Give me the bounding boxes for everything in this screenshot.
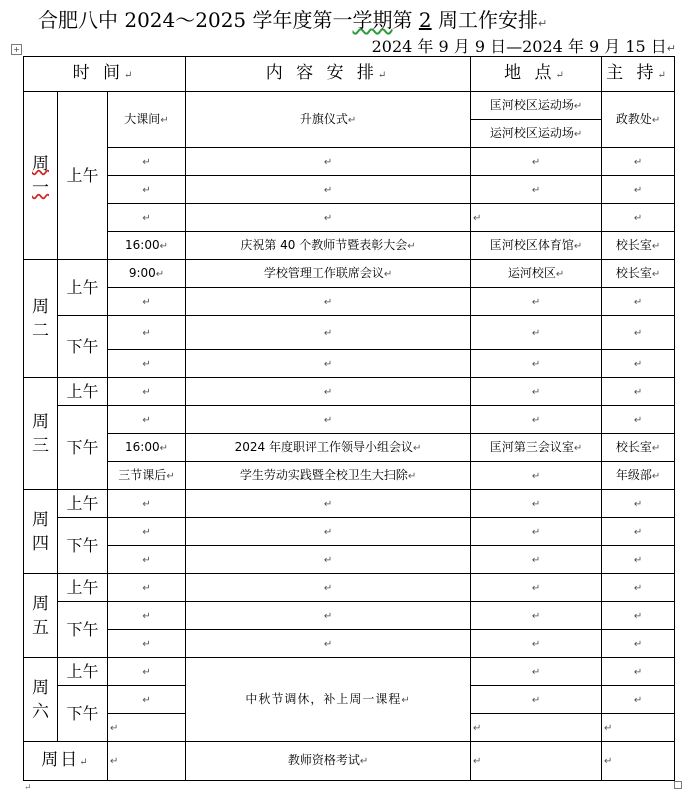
content-cell: ↵ xyxy=(186,204,471,232)
time-cell: ↵ xyxy=(108,602,186,630)
time-cell: ↵ xyxy=(108,686,186,714)
time-cell: ↵ xyxy=(108,574,186,602)
table-row xyxy=(24,406,675,434)
content-cell: 庆祝第 40 个教师节暨表彰大会↵ xyxy=(186,232,471,260)
place-cell: ↵ xyxy=(471,630,602,658)
host-cell: ↵ xyxy=(602,602,675,630)
time-cell: ↵ xyxy=(108,288,186,316)
place-cell: ↵ xyxy=(471,204,602,232)
title-suffix: 周工作安排 xyxy=(431,8,538,32)
place-cell: ↵ xyxy=(471,378,602,406)
time-cell: ↵ xyxy=(108,714,186,742)
time-cell: 9:00↵ xyxy=(108,260,186,288)
time-cell: ↵ xyxy=(108,742,186,781)
content-cell: 2024 年度职评工作领导小组会议↵ xyxy=(186,434,471,462)
content-cell: ↵ xyxy=(186,406,471,434)
time-cell: ↵ xyxy=(108,148,186,176)
place-cell: ↵ xyxy=(471,350,602,378)
place-cell: 匡河校区体育馆↵ xyxy=(471,232,602,260)
host-cell: ↵ xyxy=(602,350,675,378)
host-cell: ↵ xyxy=(602,406,675,434)
time-cell: ↵ xyxy=(108,490,186,518)
place-cell: ↵ xyxy=(471,742,602,781)
place-cell: ↵ xyxy=(471,658,602,686)
place-cell: 匡河校区运动场↵ xyxy=(471,92,602,120)
host-cell: ↵ xyxy=(602,658,675,686)
host-cell: ↵ xyxy=(602,574,675,602)
host-cell: ↵ xyxy=(602,490,675,518)
content-cell: ↵ xyxy=(186,490,471,518)
day-sat: 周六 xyxy=(24,658,58,742)
table-row xyxy=(24,462,675,490)
content-cell: ↵ xyxy=(186,602,471,630)
table-row xyxy=(24,742,675,781)
host-cell: ↵ xyxy=(602,148,675,176)
place-cell: 运河校区↵ xyxy=(471,260,602,288)
period-am: 上午 xyxy=(58,490,108,518)
period-pm: 下午 xyxy=(58,406,108,490)
content-cell: 教师资格考试↵ xyxy=(186,742,471,781)
table-row xyxy=(24,204,675,232)
content-cell: 升旗仪式↵ xyxy=(186,92,471,148)
header-time: 时 间↵ xyxy=(24,57,186,92)
period-am: 上午 xyxy=(58,574,108,602)
place-cell: ↵ xyxy=(471,148,602,176)
table-row xyxy=(24,658,675,686)
time-cell: ↵ xyxy=(108,518,186,546)
place-cell: 匡河第三会议室↵ xyxy=(471,434,602,462)
day-mon: 周一 xyxy=(24,92,58,260)
time-cell: ↵ xyxy=(108,350,186,378)
header-host: 主 持↵ xyxy=(602,57,675,92)
period-am: 上午 xyxy=(58,260,108,316)
host-cell: ↵ xyxy=(602,204,675,232)
table-row xyxy=(24,378,675,406)
day-sun: 周日↵ xyxy=(24,742,108,781)
holiday-content-cell: 中秋节调休，补上周一课程↵ xyxy=(186,658,471,742)
time-cell: ↵ xyxy=(108,406,186,434)
content-cell: ↵ xyxy=(186,574,471,602)
time-cell: ↵ xyxy=(108,176,186,204)
period-am: 上午 xyxy=(58,92,108,260)
content-cell: 学校管理工作联席会议↵ xyxy=(186,260,471,288)
place-cell: ↵ xyxy=(471,574,602,602)
day-fri: 周五 xyxy=(24,574,58,658)
title-prefix: 合肥八中 2024～2025 学年度第一 xyxy=(38,8,353,32)
table-resize-handle-icon[interactable] xyxy=(674,781,682,789)
table-row xyxy=(24,602,675,630)
content-cell: ↵ xyxy=(186,518,471,546)
table-row xyxy=(24,148,675,176)
period-pm: 下午 xyxy=(58,602,108,658)
content-cell: ↵ xyxy=(186,288,471,316)
time-cell: 16:00↵ xyxy=(108,232,186,260)
end-mark-icon: ↵ xyxy=(24,783,32,793)
table-row xyxy=(24,518,675,546)
host-cell: ↵ xyxy=(602,378,675,406)
table-row xyxy=(24,176,675,204)
day-thu: 周四 xyxy=(24,490,58,574)
place-cell: ↵ xyxy=(471,518,602,546)
host-cell: 校长室↵ xyxy=(602,232,675,260)
table-row xyxy=(24,260,675,288)
period-pm: 下午 xyxy=(58,518,108,574)
host-cell: 年级部↵ xyxy=(602,462,675,490)
host-cell: 政教处↵ xyxy=(602,92,675,148)
date-range xyxy=(372,34,676,57)
time-cell: ↵ xyxy=(108,378,186,406)
paragraph-mark-icon: ↵ xyxy=(666,42,676,55)
place-cell: ↵ xyxy=(471,288,602,316)
table-row xyxy=(24,574,675,602)
header-row xyxy=(24,57,675,92)
table-row xyxy=(24,490,675,518)
table-row xyxy=(24,546,675,574)
place-cell: ↵ xyxy=(471,546,602,574)
place-cell: ↵ xyxy=(471,462,602,490)
place-cell: ↵ xyxy=(471,686,602,714)
schedule-table xyxy=(23,56,675,781)
time-cell: 16:00↵ xyxy=(108,434,186,462)
content-cell: ↵ xyxy=(186,378,471,406)
host-cell: ↵ xyxy=(602,546,675,574)
title-mid: 第 xyxy=(392,8,419,32)
place-cell: 运河校区运动场↵ xyxy=(471,120,602,148)
header-content: 内 容 安 排↵ xyxy=(186,57,471,92)
content-cell: ↵ xyxy=(186,316,471,350)
place-cell: ↵ xyxy=(471,316,602,350)
host-cell: 校长室↵ xyxy=(602,434,675,462)
host-cell: ↵ xyxy=(602,714,675,742)
place-cell: ↵ xyxy=(471,602,602,630)
period-am: 上午 xyxy=(58,378,108,406)
host-cell: ↵ xyxy=(602,518,675,546)
period-pm: 下午 xyxy=(58,686,108,742)
place-cell: ↵ xyxy=(471,490,602,518)
table-row xyxy=(24,232,675,260)
table-row xyxy=(24,92,675,120)
content-cell: ↵ xyxy=(186,148,471,176)
title-week-number: 2 xyxy=(418,8,432,32)
table-row xyxy=(24,316,675,350)
period-pm: 下午 xyxy=(58,316,108,378)
time-cell: ↵ xyxy=(108,204,186,232)
time-cell: ↵ xyxy=(108,546,186,574)
content-cell: 学生劳动实践暨全校卫生大扫除↵ xyxy=(186,462,471,490)
document-title xyxy=(38,4,547,33)
content-cell: ↵ xyxy=(186,546,471,574)
host-cell: ↵ xyxy=(602,176,675,204)
table-move-handle-icon[interactable]: + xyxy=(11,44,22,55)
table-row xyxy=(24,350,675,378)
table-row xyxy=(24,288,675,316)
content-cell: ↵ xyxy=(186,176,471,204)
title-wavy-word: 学期 xyxy=(352,8,393,32)
host-cell: ↵ xyxy=(602,630,675,658)
place-cell: ↵ xyxy=(471,406,602,434)
time-cell: ↵ xyxy=(108,630,186,658)
time-cell: 大课间↵ xyxy=(108,92,186,148)
date-range-text: 2024 年 9 月 9 日—2024 年 9 月 15 日 xyxy=(371,37,667,56)
host-cell: ↵ xyxy=(602,316,675,350)
header-place: 地 点↵ xyxy=(471,57,602,92)
time-cell: 三节课后↵ xyxy=(108,462,186,490)
place-cell: ↵ xyxy=(471,176,602,204)
content-cell: ↵ xyxy=(186,630,471,658)
place-cell: ↵ xyxy=(471,714,602,742)
host-cell: ↵ xyxy=(602,686,675,714)
host-cell: 校长室↵ xyxy=(602,260,675,288)
table-row xyxy=(24,434,675,462)
content-cell: ↵ xyxy=(186,350,471,378)
host-cell: ↵ xyxy=(602,288,675,316)
table-row xyxy=(24,630,675,658)
day-wed: 周三 xyxy=(24,378,58,490)
time-cell: ↵ xyxy=(108,316,186,350)
day-tue: 周二 xyxy=(24,260,58,378)
time-cell: ↵ xyxy=(108,658,186,686)
host-cell: ↵ xyxy=(602,742,675,781)
period-am: 上午 xyxy=(58,658,108,686)
paragraph-mark-icon: ↵ xyxy=(537,17,548,30)
